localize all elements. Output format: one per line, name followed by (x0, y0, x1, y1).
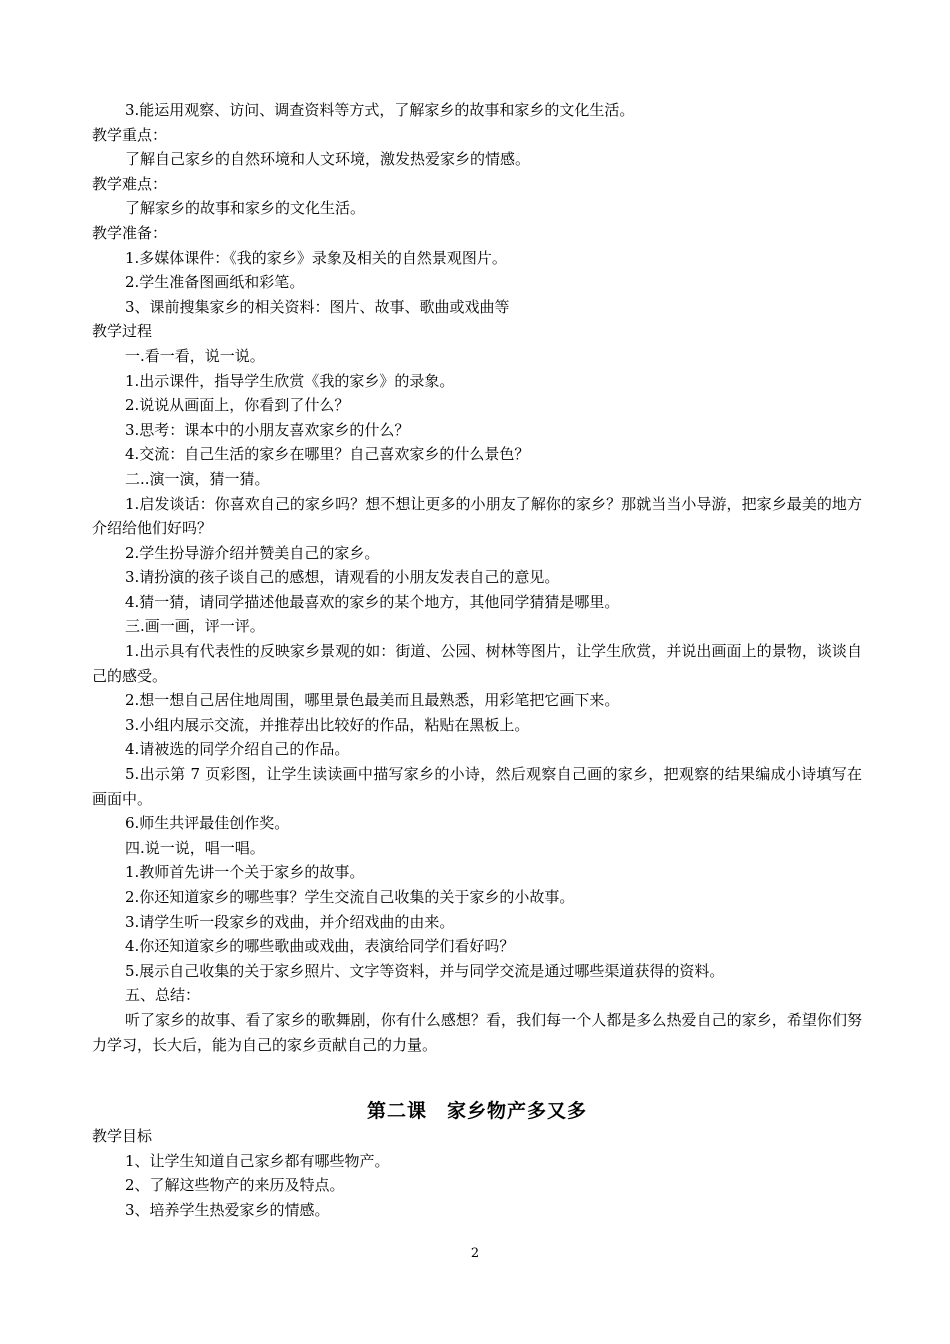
section-heading: 教学难点： (92, 174, 168, 193)
paragraph: 了解自己家乡的自然环境和人文环境，激发热爱家乡的情感。 (125, 150, 531, 169)
paragraph: 3.思考：课本中的小朋友喜欢家乡的什么？ (125, 420, 410, 439)
section-heading: 教学准备： (92, 223, 168, 242)
section-heading: 教学过程 (92, 322, 153, 341)
paragraph: 4.交流：自己生活的家乡在哪里？自己喜欢家乡的什么景色？ (125, 445, 530, 464)
paragraph: 五、总结： (125, 986, 201, 1005)
paragraph: 1.启发谈话：你喜欢自己的家乡吗？想不想让更多的小朋友了解你的家乡？那就当当小导游，把家乡最美的地方介绍给他们好吗？ (92, 494, 862, 538)
paragraph: 1.多媒体课件：《我的家乡》录象及相关的自然景观图片。 (125, 248, 507, 267)
paragraph: 2.学生扮导游介绍并赞美自己的家乡。 (125, 543, 380, 562)
paragraph: 4.猜一猜，请同学描述他最喜欢的家乡的某个地方，其他同学猜猜是哪里。 (125, 592, 620, 611)
lesson-2-body (92, 1124, 862, 1222)
paragraph: 4.你还知道家乡的哪些歌曲或戏曲，表演给同学们看好吗？ (125, 937, 515, 956)
page-number: 2 (470, 1246, 480, 1261)
document-page (92, 98, 862, 1223)
paragraph: 3.请学生听一段家乡的戏曲，并介绍戏曲的由来。 (125, 912, 455, 931)
paragraph: 2.说说从画面上，你看到了什么？ (125, 396, 350, 415)
paragraph: 3.能运用观察、访问、调查资料等方式，了解家乡的故事和家乡的文化生活。 (125, 101, 635, 119)
paragraph: 4.请被选的同学介绍自己的作品。 (125, 740, 350, 759)
paragraph: 5.展示自己收集的关于家乡照片、文字等资料，并与同学交流是通过哪些渠道获得的资料。 (125, 961, 725, 980)
paragraph: 二..演一演，猜一猜。 (125, 469, 270, 488)
section-heading: 教学重点： (92, 125, 168, 144)
paragraph: 3.请扮演的孩子谈自己的感想，请观看的小朋友发表自己的意见。 (125, 568, 560, 587)
paragraph: 2.学生准备图画纸和彩笔。 (125, 273, 305, 292)
paragraph: 四.说一说，唱一唱。 (125, 838, 265, 857)
lesson-2-title: 第二课 家乡物产多又多 (366, 1100, 587, 1123)
paragraph: 1.出示具有代表性的反映家乡景观的如：街道、公园、树林等图片，让学生欣赏，并说出画面上的景物，谈谈自己的感受。 (92, 642, 862, 685)
paragraph: 三.画一画，评一评。 (125, 617, 265, 636)
paragraph: 3、培养学生热爱家乡的情感。 (125, 1200, 330, 1219)
paragraph: 1、让学生知道自己家乡都有哪些物产。 (125, 1151, 390, 1170)
paragraph: 2、了解这些物产的来历及特点。 (125, 1176, 345, 1195)
paragraph: 5.出示第 7 页彩图，让学生读读画中描写家乡的小诗，然后观察自己画的家乡，把观察的结果编成小诗填写在画面中。 (92, 765, 862, 808)
paragraph: 1.教师首先讲一个关于家乡的故事。 (125, 863, 365, 882)
paragraph: 听了家乡的故事、看了家乡的歌舞剧，你有什么感想？看，我们每一个人都是多么热爱自己的家乡，希望你们努力学习，长大后，能为自己的家乡贡献自己的力量。 (92, 1010, 862, 1054)
paragraph: 6.师生共评最佳创作奖。 (125, 814, 290, 833)
paragraph: 2.想一想自己居住地周围，哪里景色最美而且最熟悉，用彩笔把它画下来。 (125, 691, 620, 710)
paragraph: 3.小组内展示交流，并推荐出比较好的作品，粘贴在黑板上。 (125, 715, 530, 734)
paragraph: 一.看一看，说一说。 (125, 346, 265, 365)
section-heading: 教学目标 (92, 1127, 153, 1146)
paragraph: 1.出示课件，指导学生欣赏《我的家乡》的录象。 (125, 371, 455, 390)
paragraph: 了解家乡的故事和家乡的文化生活。 (125, 199, 366, 218)
lesson-1-body (92, 98, 862, 1057)
paragraph: 3、课前搜集家乡的相关资料：图片、故事、歌曲或戏曲等 (125, 297, 510, 316)
paragraph: 2.你还知道家乡的哪些事？学生交流自己收集的关于家乡的小故事。 (125, 888, 575, 906)
